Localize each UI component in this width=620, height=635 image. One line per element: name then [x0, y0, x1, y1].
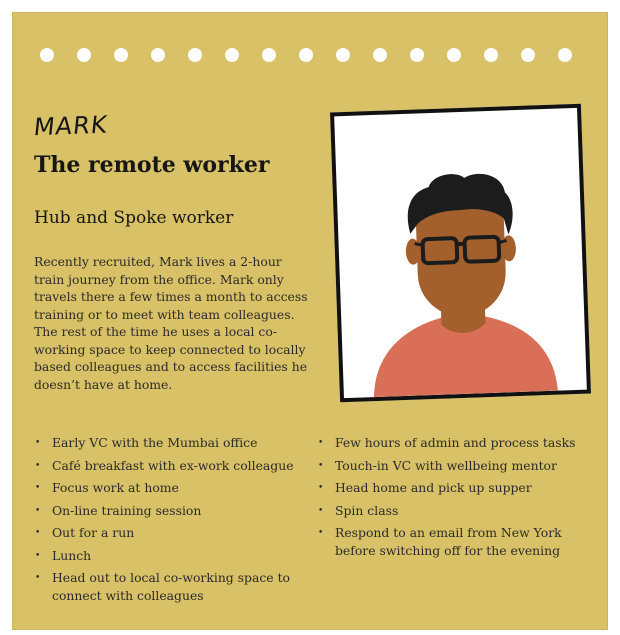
portrait-frame	[330, 104, 591, 403]
binder-hole-icon	[410, 48, 424, 62]
task-list-left	[34, 434, 309, 610]
list-item: • Out for a run	[34, 524, 309, 542]
list-item: • Café breakfast with ex-work colleague	[34, 457, 309, 475]
binder-hole-icon	[484, 48, 498, 62]
binder-hole-icon	[40, 48, 54, 62]
list-item: • Spin class	[317, 502, 602, 520]
binder-hole-icon	[151, 48, 165, 62]
binder-holes	[40, 48, 580, 64]
binder-hole-icon	[262, 48, 276, 62]
binder-hole-icon	[225, 48, 239, 62]
binder-hole-icon	[188, 48, 202, 62]
binder-hole-icon	[299, 48, 313, 62]
persona-name: MARK	[32, 110, 110, 142]
list-item: • Lunch	[34, 547, 309, 565]
list-item: • Head home and pick up supper	[317, 479, 602, 497]
list-item: • Few hours of admin and process tasks	[317, 434, 602, 452]
list-item: • On-line training session	[34, 502, 309, 520]
person-portrait-illustration	[334, 108, 587, 398]
binder-hole-icon	[558, 48, 572, 62]
list-item: • Touch-in VC with wellbeing mentor	[317, 457, 602, 475]
persona-description: Recently recruited, Mark lives a 2-hour train journey from the office. Mark only travels there a few times a month to access training or to meet with team colleagues. The rest of the time he uses a local co-working space to keep connected to locally based colleagues and to access facilities he doesn’t have at home.	[34, 254, 308, 392]
glasses-arm-left	[415, 243, 423, 245]
binder-hole-icon	[447, 48, 461, 62]
profile-card	[12, 12, 608, 630]
list-item: • Early VC with the Mumbai office	[34, 434, 309, 452]
list-item: • Focus work at home	[34, 479, 309, 497]
list-item: • Respond to an email from New York before switching off for the evening	[317, 524, 602, 560]
persona-subtitle: Hub and Spoke worker	[34, 208, 234, 228]
binder-hole-icon	[521, 48, 535, 62]
task-list-right	[317, 434, 602, 565]
persona-title: The remote worker	[34, 152, 270, 178]
binder-hole-icon	[77, 48, 91, 62]
binder-hole-icon	[373, 48, 387, 62]
binder-hole-icon	[336, 48, 350, 62]
list-item: • Head out to local co-working space to connect with colleagues	[34, 569, 309, 605]
binder-hole-icon	[114, 48, 128, 62]
